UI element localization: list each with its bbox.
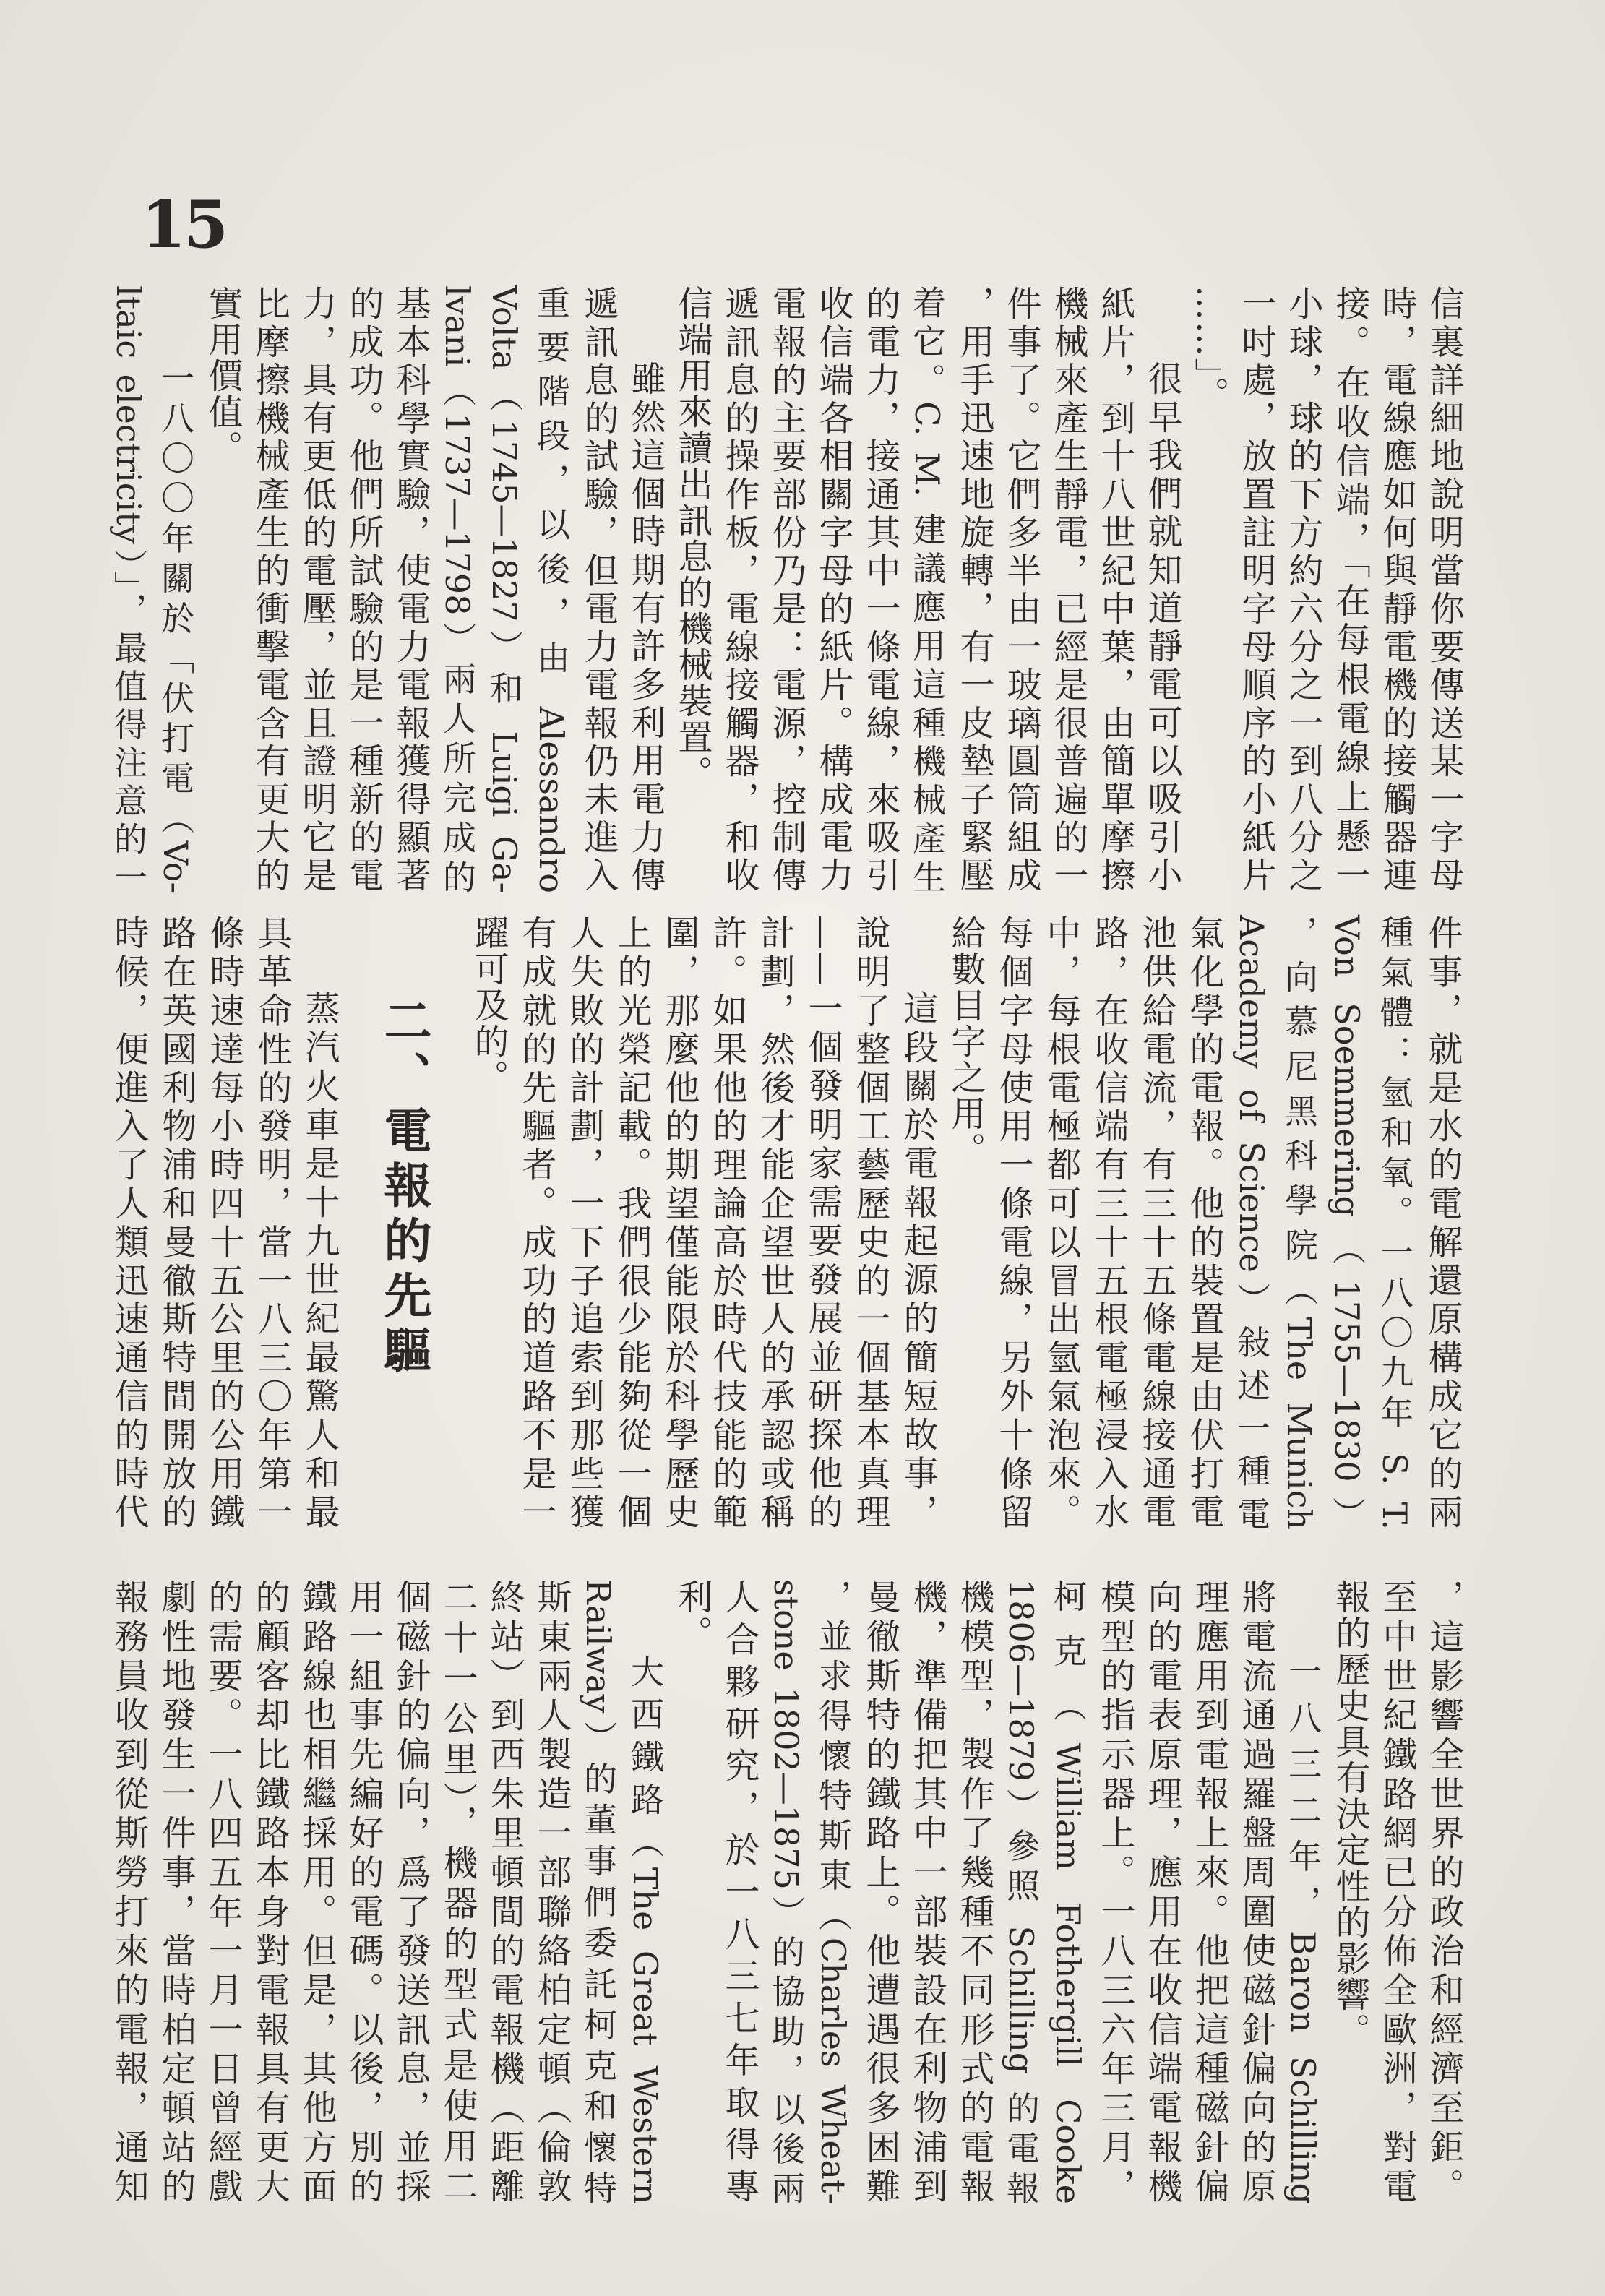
text-column: 的電力，接通其中一條電線，來吸引 — [860, 285, 900, 893]
text-column: 具革命性的發明，當一八三〇年第一 — [251, 915, 292, 1530]
text-column: 雖然這個時期有許多利用電力傳 — [625, 361, 666, 893]
text-column: Railway）的董事們委託柯克和懷特 — [579, 1579, 618, 2204]
text-column: ，這影響全世界的政治和經濟至鉅。 — [1424, 1579, 1464, 2204]
text-band-middle — [105, 915, 1466, 1530]
text-column: ，並求得懷特斯東（Charles Wheat- — [814, 1579, 853, 2204]
text-column: 路，在收信端有三十五根電極浸入水 — [1088, 915, 1129, 1530]
text-column: 比摩擦機械產生的衝擊電含有更大的 — [249, 285, 290, 893]
text-column: 蒸汽火車是十九世紀最驚人和最 — [299, 990, 340, 1530]
text-column: 每個字母使用一條電線，另外十條留 — [993, 915, 1033, 1530]
text-column: 曼徹斯特的鐵路上。他遭遇很多困難 — [860, 1579, 900, 2204]
text-column: 信裏詳細地說明當你要傳送某一字母 — [1424, 285, 1464, 893]
text-column: ——一個發明家需要發展並研探他的 — [802, 915, 843, 1530]
text-column: 圍，那麼他的期望僅能限於科學歷史 — [659, 915, 700, 1530]
text-column: 機械來產生靜電，已經是很普遍的一 — [1048, 285, 1088, 893]
text-column: 氣化學的電報。他的裝置是由伏打電 — [1184, 915, 1224, 1530]
text-column: 小球，球的下方約六分之一到八分之 — [1283, 285, 1323, 893]
text-column: 人失敗的計劃，一下子追索到那些獲 — [564, 915, 604, 1530]
text-column: 的成功。他們所試驗的是一種新的電 — [343, 285, 384, 893]
section-heading: 二、電報的先驅 — [376, 996, 432, 1380]
text-column: 機模型，製作了幾種不同形式的電報 — [954, 1579, 994, 2204]
text-column: 接。在收信端，「在每根電線上懸一 — [1330, 285, 1370, 893]
text-band-top — [105, 285, 1467, 893]
text-column: ltaic electricity）」，最值得注意的一 — [109, 285, 148, 893]
text-column: 利。 — [672, 1579, 713, 1651]
text-column: 斯東兩人製造一部聯絡柏定頓（倫敦 — [531, 1579, 572, 2204]
text-column: 模型的指示器上。一八三六年三月， — [1095, 1579, 1135, 2204]
text-column: Von Soemmering（1755—1830） — [1328, 915, 1367, 1530]
text-column: 的顧客却比鐵路本身對電報具有更大 — [249, 1579, 290, 2204]
text-column: 時，電線應如何與靜電機的接觸器連 — [1377, 285, 1417, 893]
text-column: 許。如果他的理論高於時代技能的範 — [707, 915, 747, 1530]
text-column: lvani（1737—1798）兩人所完成的 — [438, 285, 477, 893]
text-band-bottom — [105, 1579, 1467, 2204]
text-column: ，向慕尼黑科學院（The Munich — [1280, 915, 1319, 1530]
page-number: 15 — [141, 186, 226, 263]
text-column: 遞訊息的操作板，電線接觸器，和收 — [719, 285, 760, 893]
text-column: 電報的主要部份乃是：電源，控制傳 — [766, 285, 806, 893]
text-column: Academy of Science）敍述一種電 — [1232, 915, 1271, 1530]
text-column: 實用價值。 — [202, 285, 243, 466]
text-column: 件事了。它們多半由一玻璃圓筒組成 — [1001, 285, 1041, 893]
text-column: 的需要。一八四五年一月一日曾經戲 — [202, 1579, 243, 2204]
text-column: 大西鐵路（The Great Western — [626, 1654, 665, 2204]
text-column: 報務員收到從斯勞打來的電報，通知 — [108, 1579, 149, 2204]
text-column: 計劃，然後才能企望世人的承認或稱 — [754, 915, 795, 1530]
text-column: 終站）到西朱里頓間的電報機（距離 — [484, 1579, 525, 2204]
text-column: 用一組事先編好的電碼。以後，別的 — [343, 1579, 384, 2204]
text-column: 劇性地發生一件事，當時柏定頓站的 — [155, 1579, 196, 2204]
text-column: 着它。C. M. 建議應用這種機械產生 — [908, 285, 947, 893]
text-column: 躍可及的。 — [468, 915, 509, 1096]
text-column: 理應用到電報上來。他把這種磁針偏 — [1189, 1579, 1229, 2204]
text-column: 收信端各相關字母的紙片。構成電力 — [813, 285, 853, 893]
text-column: stone 1802—1875）的協助，以後兩 — [767, 1579, 806, 2204]
text-column: 這段關於電報起源的簡短故事， — [898, 990, 938, 1530]
text-column: 報的歷史具有決定性的影響。 — [1330, 1579, 1370, 2049]
text-column: ，用手迅速地旋轉，有一皮墊子緊壓 — [954, 285, 994, 893]
text-column: 二十一公里），機器的型式是使用二 — [437, 1579, 478, 2204]
text-column: 信端用來讀出訊息的機械裝置。 — [672, 285, 713, 791]
text-column: 將電流通過羅盤周圍使磁針偏向的原 — [1236, 1579, 1276, 2204]
text-column: 路在英國利物浦和曼徹斯特間開放的 — [156, 915, 197, 1530]
text-column: 說明了整個工藝歷史的一個基本真理 — [850, 915, 890, 1530]
text-column: 條時速達每小時四十五公里的公用鐵 — [204, 915, 244, 1530]
text-column: ……」。 — [1189, 285, 1229, 413]
text-column: 基本科學實驗，使電力電報獲得顯著 — [390, 285, 431, 893]
text-column: 1806—1879）參照 Schilling 的電報 — [1002, 1579, 1041, 2204]
text-column: 力，具有更低的電壓，並且證明它是 — [296, 285, 337, 893]
text-column: 有成就的先驅者。成功的道路不是一 — [516, 915, 556, 1530]
text-column: 向的電表原理，應用在收信端電報機 — [1142, 1579, 1182, 2204]
text-column: 紙片，到十八世紀中葉，由簡單摩擦 — [1095, 285, 1135, 893]
text-column: Volta（1745—1827）和 Luigi Ga- — [485, 285, 524, 893]
text-column: 件事，就是水的電解還原構成它的兩 — [1422, 915, 1463, 1530]
text-column: 時候，便進入了人類迅速通信的時代 — [108, 915, 149, 1530]
text-column: 一八〇〇年關於「伏打電（Vo- — [156, 361, 195, 893]
text-column: 柯克（William Fothergill Cooke — [1049, 1579, 1088, 2204]
text-column: 種氣體：氫和氧。一八〇九年 S. T. — [1375, 915, 1414, 1530]
text-column: 個磁針的偏向，爲了發送訊息，並採 — [390, 1579, 431, 2204]
text-column: 一吋處，放置註明字母順序的小紙片 — [1236, 285, 1276, 893]
text-column: 機，準備把其中一部裝設在利物浦到 — [907, 1579, 947, 2204]
text-column: 一八三二年，Baron Schilling — [1283, 1654, 1322, 2204]
text-column: 池供給電流，有三十五條電線接通電 — [1136, 915, 1176, 1530]
text-column: 至中世紀鐵路網已分佈全歐洲，對電 — [1377, 1579, 1417, 2204]
text-column: 重要階段，以後，由 Alessandro — [532, 285, 571, 893]
text-column: 遞訊息的試驗，但電力電報仍未進入 — [578, 285, 619, 893]
text-column: 人合夥研究，於一八三七年取得專 — [719, 1579, 760, 2204]
text-column: 給數目字之用。 — [945, 915, 986, 1168]
text-column: 上的光榮記載。我們很少能夠從一個 — [611, 915, 652, 1530]
text-column: 中，每根電極都可以冒出氫氣泡來。 — [1041, 915, 1081, 1530]
text-column: 鐵路線也相繼採用。但是，其他方面 — [296, 1579, 337, 2204]
text-column: 很早我們就知道靜電可以吸引小 — [1142, 361, 1182, 893]
